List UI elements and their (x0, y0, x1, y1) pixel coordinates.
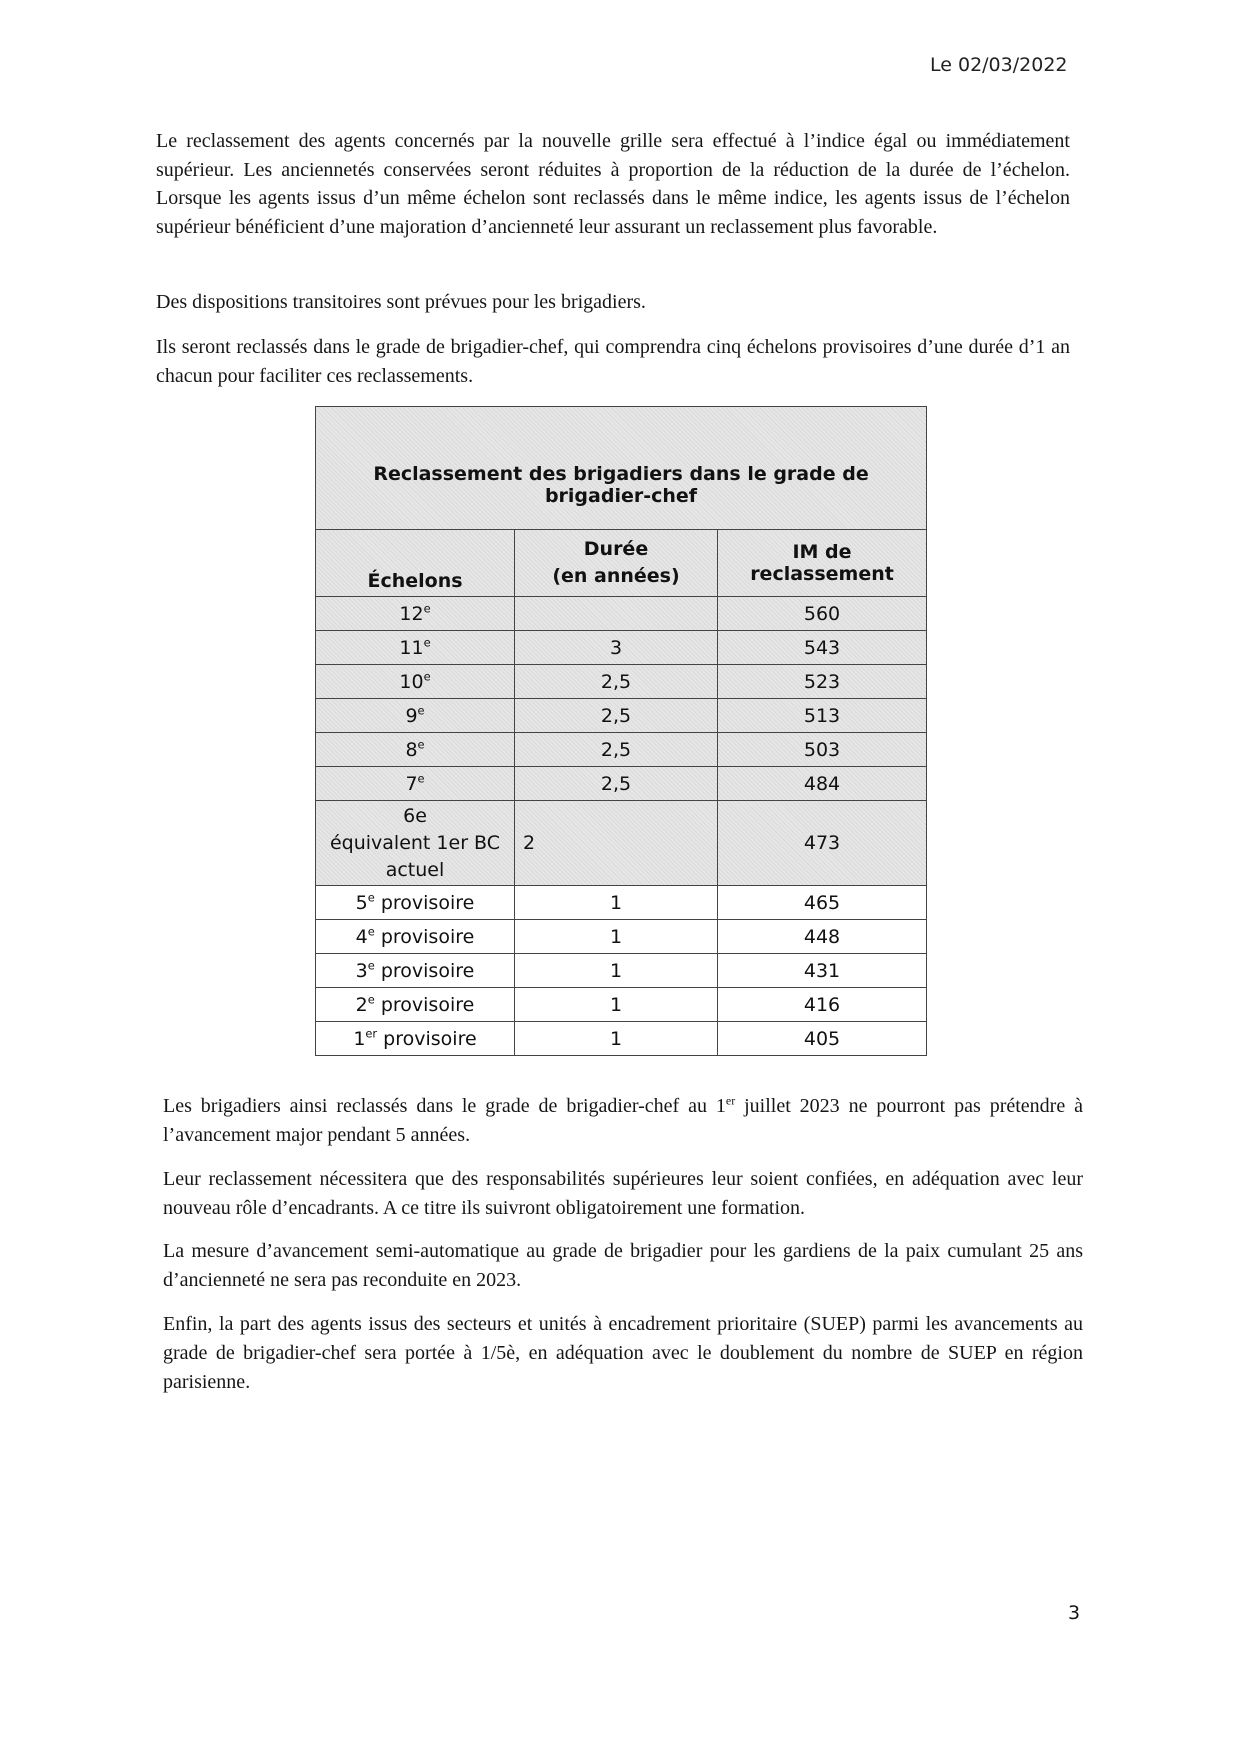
echelon-superscript: e (417, 771, 425, 786)
im-cell: 448 (718, 920, 927, 954)
paragraph-dispositions: Des dispositions transitoires sont prévues pour les brigadiers. (156, 291, 646, 313)
echelon-cell (316, 886, 515, 920)
paragraph-reclasses-brigadier-chef: Ils seront reclassés dans le grade de brigadier-chef, qui comprendra cinq échelons provisoires d’une durée d’1 an chacun pour faciliter ces reclassements. (156, 336, 1070, 387)
echelon-suffix: provisoire (374, 993, 475, 1016)
table-header-row (316, 530, 927, 597)
reclassement-table (315, 406, 927, 1056)
im-cell: 473 (718, 801, 927, 886)
echelon-cell (316, 920, 515, 954)
duree-cell: 1 (515, 920, 718, 954)
echelon-number: 5 (355, 891, 368, 914)
echelon-cell (316, 597, 515, 631)
paragraph-reclassement: Le reclassement des agents concernés par la nouvelle grille sera effectué à l’indice égal ou immédiatement supérieur. Les anciennetés conservées seront réduites à proportion de la réduction de la durée de l’échelon. Lorsque les agents issus d’un même échelon sont reclassés dans le même indice, les agents issus de l’échelon supérieur bénéficient d’une majoration d’ancienneté leur assurant un reclassement plus favorable. (156, 130, 1070, 238)
paragraph-responsabilites: Leur reclassement nécessitera que des responsabilités supérieures leur soient confiées, en adéquation avec leur nouveau rôle d’encadrants. A ce titre ils suivront obligatoirement une formation. (163, 1168, 1083, 1219)
echelon-number: 7 (405, 772, 418, 795)
p4-text-before: Les brigadiers ainsi reclassés dans le grade de brigadier-chef au 1 (163, 1095, 726, 1117)
echelon-superscript: e (423, 669, 431, 684)
shaded-rows (316, 597, 927, 801)
header-duree-line2: (en années) (552, 565, 680, 587)
im-cell: 416 (718, 988, 927, 1022)
provisional-rows (316, 886, 927, 1056)
paragraph-avancement-major (163, 1092, 1083, 1150)
duree-cell: 1 (515, 988, 718, 1022)
echelon-6e-line2: équivalent 1er BC (329, 831, 501, 854)
echelon-cell (316, 699, 515, 733)
echelon-cell (316, 801, 515, 886)
echelon-number: 10 (399, 670, 424, 693)
echelon-suffix: provisoire (377, 1027, 477, 1050)
page-number: 3 (1068, 1602, 1081, 1624)
table-row (316, 886, 927, 920)
echelon-cell (316, 767, 515, 801)
duree-cell: 2 (515, 801, 718, 886)
header-duree-line1: Durée (583, 538, 649, 560)
duree-cell: 2,5 (515, 665, 718, 699)
header-im: IM de reclassement (718, 530, 927, 597)
echelon-number: 3 (355, 959, 368, 982)
echelon-6e-line3: actuel (385, 858, 445, 881)
duree-cell: 2,5 (515, 699, 718, 733)
table-row (316, 988, 927, 1022)
p4-text-after: juillet 2023 ne pourront pas prétendre à l’avancement major pendant 5 années. (163, 1095, 1083, 1146)
echelon-cell (316, 733, 515, 767)
echelon-number: 9 (405, 704, 418, 727)
echelon-suffix: provisoire (374, 891, 475, 914)
echelon-number: 1 (353, 1027, 366, 1050)
table-row (316, 1022, 927, 1056)
echelon-number: 8 (405, 738, 418, 761)
echelon-superscript: e (423, 601, 431, 616)
duree-cell: 1 (515, 1022, 718, 1056)
echelon-superscript: e (367, 890, 375, 905)
echelon-cell (316, 954, 515, 988)
table-title: Reclassement des brigadiers dans le grade de brigadier-chef (316, 407, 927, 530)
echelon-superscript: e (367, 958, 375, 973)
document-date: Le 02/03/2022 (930, 54, 1068, 76)
echelon-number: 12 (399, 602, 424, 625)
im-cell: 513 (718, 699, 927, 733)
im-cell: 431 (718, 954, 927, 988)
im-cell: 543 (718, 631, 927, 665)
echelon-superscript: er (365, 1026, 378, 1041)
echelon-superscript: e (423, 635, 431, 650)
paragraph-suep: Enfin, la part des agents issus des secteurs et unités à encadrement prioritaire (SUEP) parmi les avancements au grade de brigadier-chef sera portée à 1/5è, en adéquation avec le doublement du nombre de SUEP en région parisienne. (163, 1313, 1083, 1393)
im-cell: 484 (718, 767, 927, 801)
table-row (316, 665, 927, 699)
table-row-6e (316, 801, 927, 886)
table-row (316, 767, 927, 801)
echelon-cell (316, 1022, 515, 1056)
echelon-superscript: e (417, 703, 425, 718)
echelon-cell (316, 988, 515, 1022)
echelon-number: 2 (355, 993, 368, 1016)
table-row (316, 597, 927, 631)
duree-cell: 1 (515, 954, 718, 988)
header-duree (515, 530, 718, 597)
im-cell: 560 (718, 597, 927, 631)
duree-cell: 1 (515, 886, 718, 920)
echelon-superscript: e (367, 924, 375, 939)
table-row (316, 733, 927, 767)
echelon-suffix: provisoire (374, 925, 475, 948)
echelon-cell (316, 631, 515, 665)
p4-superscript: er (725, 1093, 736, 1108)
echelon-number: 4 (355, 925, 368, 948)
im-cell: 523 (718, 665, 927, 699)
duree-cell: 2,5 (515, 767, 718, 801)
echelon-cell (316, 665, 515, 699)
paragraph-avancement-semi-automatique: La mesure d’avancement semi-automatique au grade de brigadier pour les gardiens de la paix cumulant 25 ans d’ancienneté ne sera pas reconduite en 2023. (163, 1240, 1083, 1291)
im-cell: 503 (718, 733, 927, 767)
duree-cell (515, 597, 718, 631)
im-cell: 405 (718, 1022, 927, 1056)
table-row (316, 631, 927, 665)
table-row (316, 699, 927, 733)
table-row (316, 920, 927, 954)
echelon-superscript: e (417, 737, 425, 752)
header-echelons: Échelons (316, 530, 515, 597)
duree-cell: 3 (515, 631, 718, 665)
im-cell: 465 (718, 886, 927, 920)
echelon-number: 11 (399, 636, 424, 659)
duree-cell: 2,5 (515, 733, 718, 767)
echelon-6e-line1: 6e (403, 804, 427, 827)
echelon-suffix: provisoire (374, 959, 475, 982)
table-title-row (316, 407, 927, 530)
table-row (316, 954, 927, 988)
echelon-superscript: e (367, 992, 375, 1007)
